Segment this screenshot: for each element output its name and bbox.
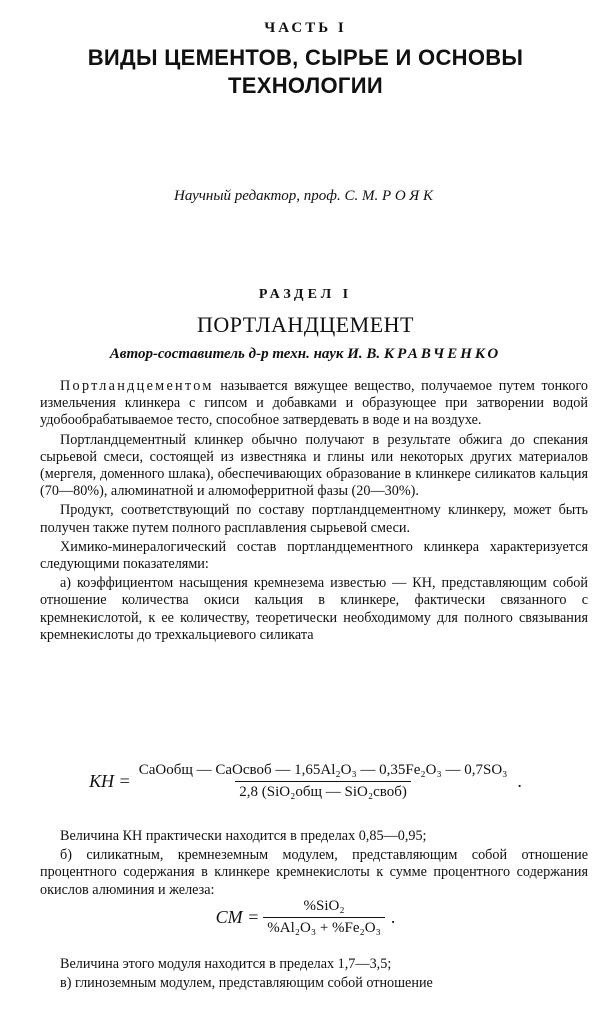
cm-formula — [0, 898, 611, 937]
cm-denominator: %Al₂O₃ + %Fe₂O₃ — [263, 917, 385, 937]
paragraph-kh-definition: а) коэффициентом насыщения кремнезема известью — КН, представляющим собой отношение количества окиси кальция в клинкере, фактически связанного с кремнекислотой, к ее количеству, теоретически необходимому для полного связывания кремнекислоты до трехкальциевого силиката — [40, 575, 588, 643]
scientific-editor-line — [0, 188, 611, 205]
cm-formula-lhs: СМ = — [215, 907, 260, 927]
body-text-middle — [40, 828, 588, 899]
cm-numerator: %SiO₂ — [303, 898, 345, 914]
paragraph-cm-range: Величина этого модуля находится в пределах 1,7—3,5; — [60, 956, 392, 972]
paragraph-definition — [40, 378, 588, 430]
body-text-top — [40, 378, 588, 644]
paragraph-silicate-modulus: б) силикатным, кремнеземным модулем, представляющим собой отношение процентного содержания в клинкере кремнекислоты к сумме процентного содержания окислов алюминия и железа: — [40, 847, 588, 898]
cm-fraction — [263, 898, 385, 937]
part-label: ЧАСТЬ I — [264, 20, 347, 36]
kh-numerator: CaOобщ — CaOсвоб — 1,65Al₂O₃ — 0,35Fe₂O₃ — 0,7SO₃ — [138, 762, 508, 778]
kh-fraction — [135, 762, 512, 801]
definition-text: называется вяжущее вещество, получаемое путем тонкого измельчения клинкера с гипсом и добавками и образующее при затворении водой удобообрабатываемое тесто, способное затвердевать в воде и на воздухе. — [40, 378, 588, 429]
kh-denominator: 2,8 (SiO₂общ — SiO₂своб) — [235, 781, 411, 801]
kh-formula-end: . — [517, 771, 522, 791]
kh-formula-lhs: КН = — [89, 771, 131, 791]
paragraph-composition: Химико-минералогический состав портландцементного клинкера характеризуется следующими показателями: — [40, 538, 588, 573]
section-title: ПОРТЛАНДЦЕМЕНТ — [197, 312, 414, 337]
body-text-bottom — [40, 956, 588, 992]
kh-formula — [0, 762, 611, 801]
author-line — [0, 346, 611, 363]
editor-prefix: Научный редактор, проф. С. М. — [173, 188, 379, 204]
author-prefix: Автор-составитель д-р техн. наук И. В. — [109, 346, 381, 362]
cm-formula-end: . — [390, 907, 396, 927]
paragraph-kh-range: Величина КН практически находится в пределах 0,85—0,95; — [60, 828, 427, 844]
section-label: РАЗДЕЛ I — [258, 287, 353, 302]
paragraph-alumina-modulus: в) глиноземным модулем, представляющим собой отношение — [60, 975, 433, 992]
term-portlandcement: Портландцементом — [60, 378, 214, 394]
part-title: ВИДЫ ЦЕМЕНТОВ, СЫРЬЕ И ОСНОВЫ ТЕХНОЛОГИИ — [87, 45, 524, 98]
paragraph-product: Продукт, соответствующий по составу портландцементному клинкеру, может быть получен также путем полного расплавления сырьевой смеси. — [40, 502, 588, 536]
paragraph-clinker: Портландцементный клинкер обычно получают в результате обжига до спекания сырьевой смеси, состоящей из известняка и глины или некоторых других материалов (мергеля, доменного шлака), обеспечивающих образование в клинкере силикатов кальция (70—80%), алюминатной и алюмоферритной фазы (20—30%). — [40, 431, 588, 500]
author-name: КРАВЧЕНКО — [383, 346, 502, 362]
editor-name: РОЯК — [381, 188, 438, 204]
